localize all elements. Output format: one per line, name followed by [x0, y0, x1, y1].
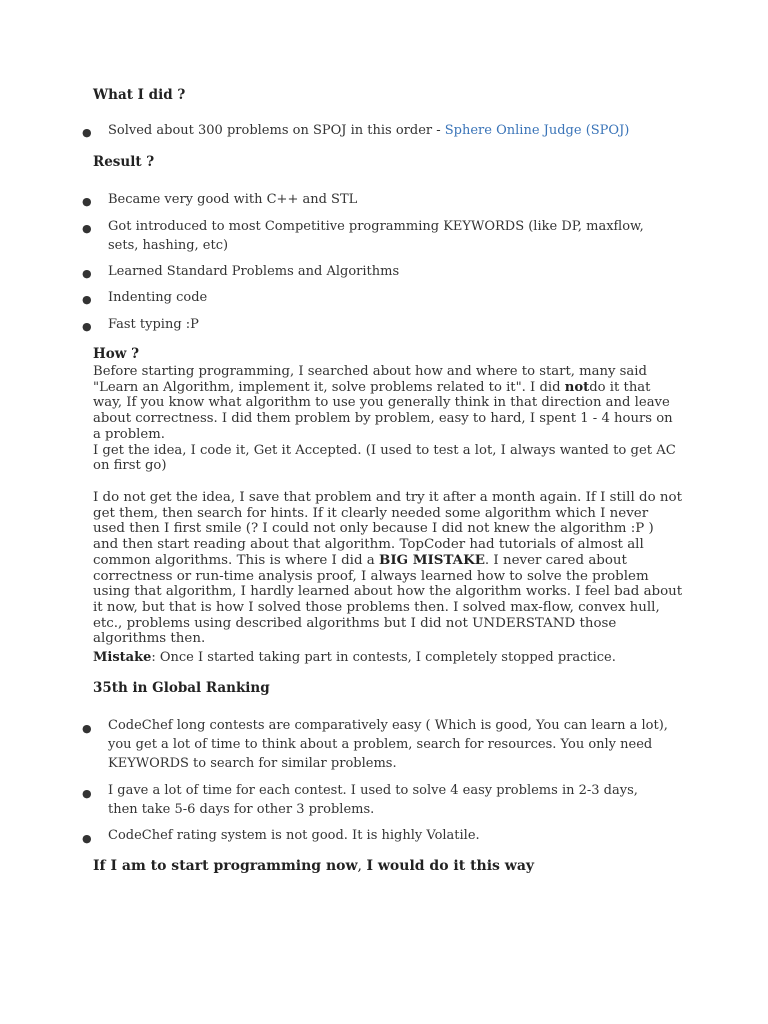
- heading-what-i-did: What I did ?: [93, 87, 186, 103]
- list-item: Learned Standard Problems and Algorithms: [108, 264, 400, 279]
- bullet: ●: [82, 222, 92, 235]
- heading-result: Result ?: [93, 154, 155, 170]
- list-item: Solved about 300 problems on SPOJ in this order - Sphere Online Judge (SPOJ): [108, 123, 630, 138]
- bullet: ●: [82, 320, 92, 333]
- list-item: CodeChef rating system is not good. It is highly Volatile.: [108, 828, 480, 843]
- list-item: Fast typing :P: [108, 317, 199, 332]
- list-item: Got introduced to most Competitive programming KEYWORDS (like DP, maxflow,: [108, 219, 644, 234]
- list-item: Indenting code: [108, 290, 208, 305]
- bullet: ●: [82, 126, 92, 139]
- list-item: I gave a lot of time for each contest. I used to solve 4 easy problems in 2-3 days, then take 5-6 days for other 3 problems.: [108, 783, 638, 817]
- list-item: CodeChef long contests are comparatively easy ( Which is good, You can learn a lot), you get a lot of time to think about a problem, search for resources. You only need KEYWORDS to search for similar problems.: [108, 718, 668, 771]
- heading-global-ranking: 35th in Global Ranking: [93, 680, 270, 696]
- bullet: ●: [82, 722, 92, 735]
- bullet: ●: [82, 787, 92, 800]
- list-item-continuation: sets, hashing, etc): [108, 238, 229, 253]
- spoj-link[interactable]: Sphere Online Judge (SPOJ): [444, 123, 630, 138]
- heading-how: How ?: [93, 346, 139, 362]
- bullet: ●: [82, 293, 92, 306]
- bullet: ●: [82, 195, 92, 208]
- list-item: Became very good with C++ and STL: [108, 192, 358, 207]
- heading-start-programming: If I am to start programming now, I would do it this way: [93, 858, 535, 874]
- bullet: ●: [82, 267, 92, 280]
- how-paragraph-1: Before starting programming, I searched about how and where to start, many said "Learn an Algorithm, implement it, solve problems related to it". I did notdo it that way, If you know what algorithm to use you generally think in that direction and leave about correctness. I did them problem by problem, easy to hard, I spent 1 - 4 hours on a problem. I get the idea, I code it, Get it Accepted. (I used to test a lot, I always wanted to get AC on first go): [93, 364, 676, 474]
- mistake-line: Mistake: Once I started taking part in contests, I completely stopped practice.: [93, 650, 616, 665]
- bullet: ●: [82, 832, 92, 845]
- how-paragraph-2: I do not get the idea, I save that problem and try it after a month again. If I still do not get them, then search for hints. If it clearly needed some algorithm which I never used then I first smile (? I could not only because I did not knew the algorithm :P ) and then start reading about that algorithm. TopCoder had tutorials of almost all common algorithms. This is where I did a BIG MISTAKE. I never cared about correctness or run-time analysis proof, I always learned how to solve the problem using that algorithm, I hardly learned about how the algorithm works. I feel bad about it now, but that is how I solved those problems then. I solved max-flow, convex hull, etc., problems using described algorithms but I did not UNDERSTAND those algorithms then.: [93, 490, 683, 647]
